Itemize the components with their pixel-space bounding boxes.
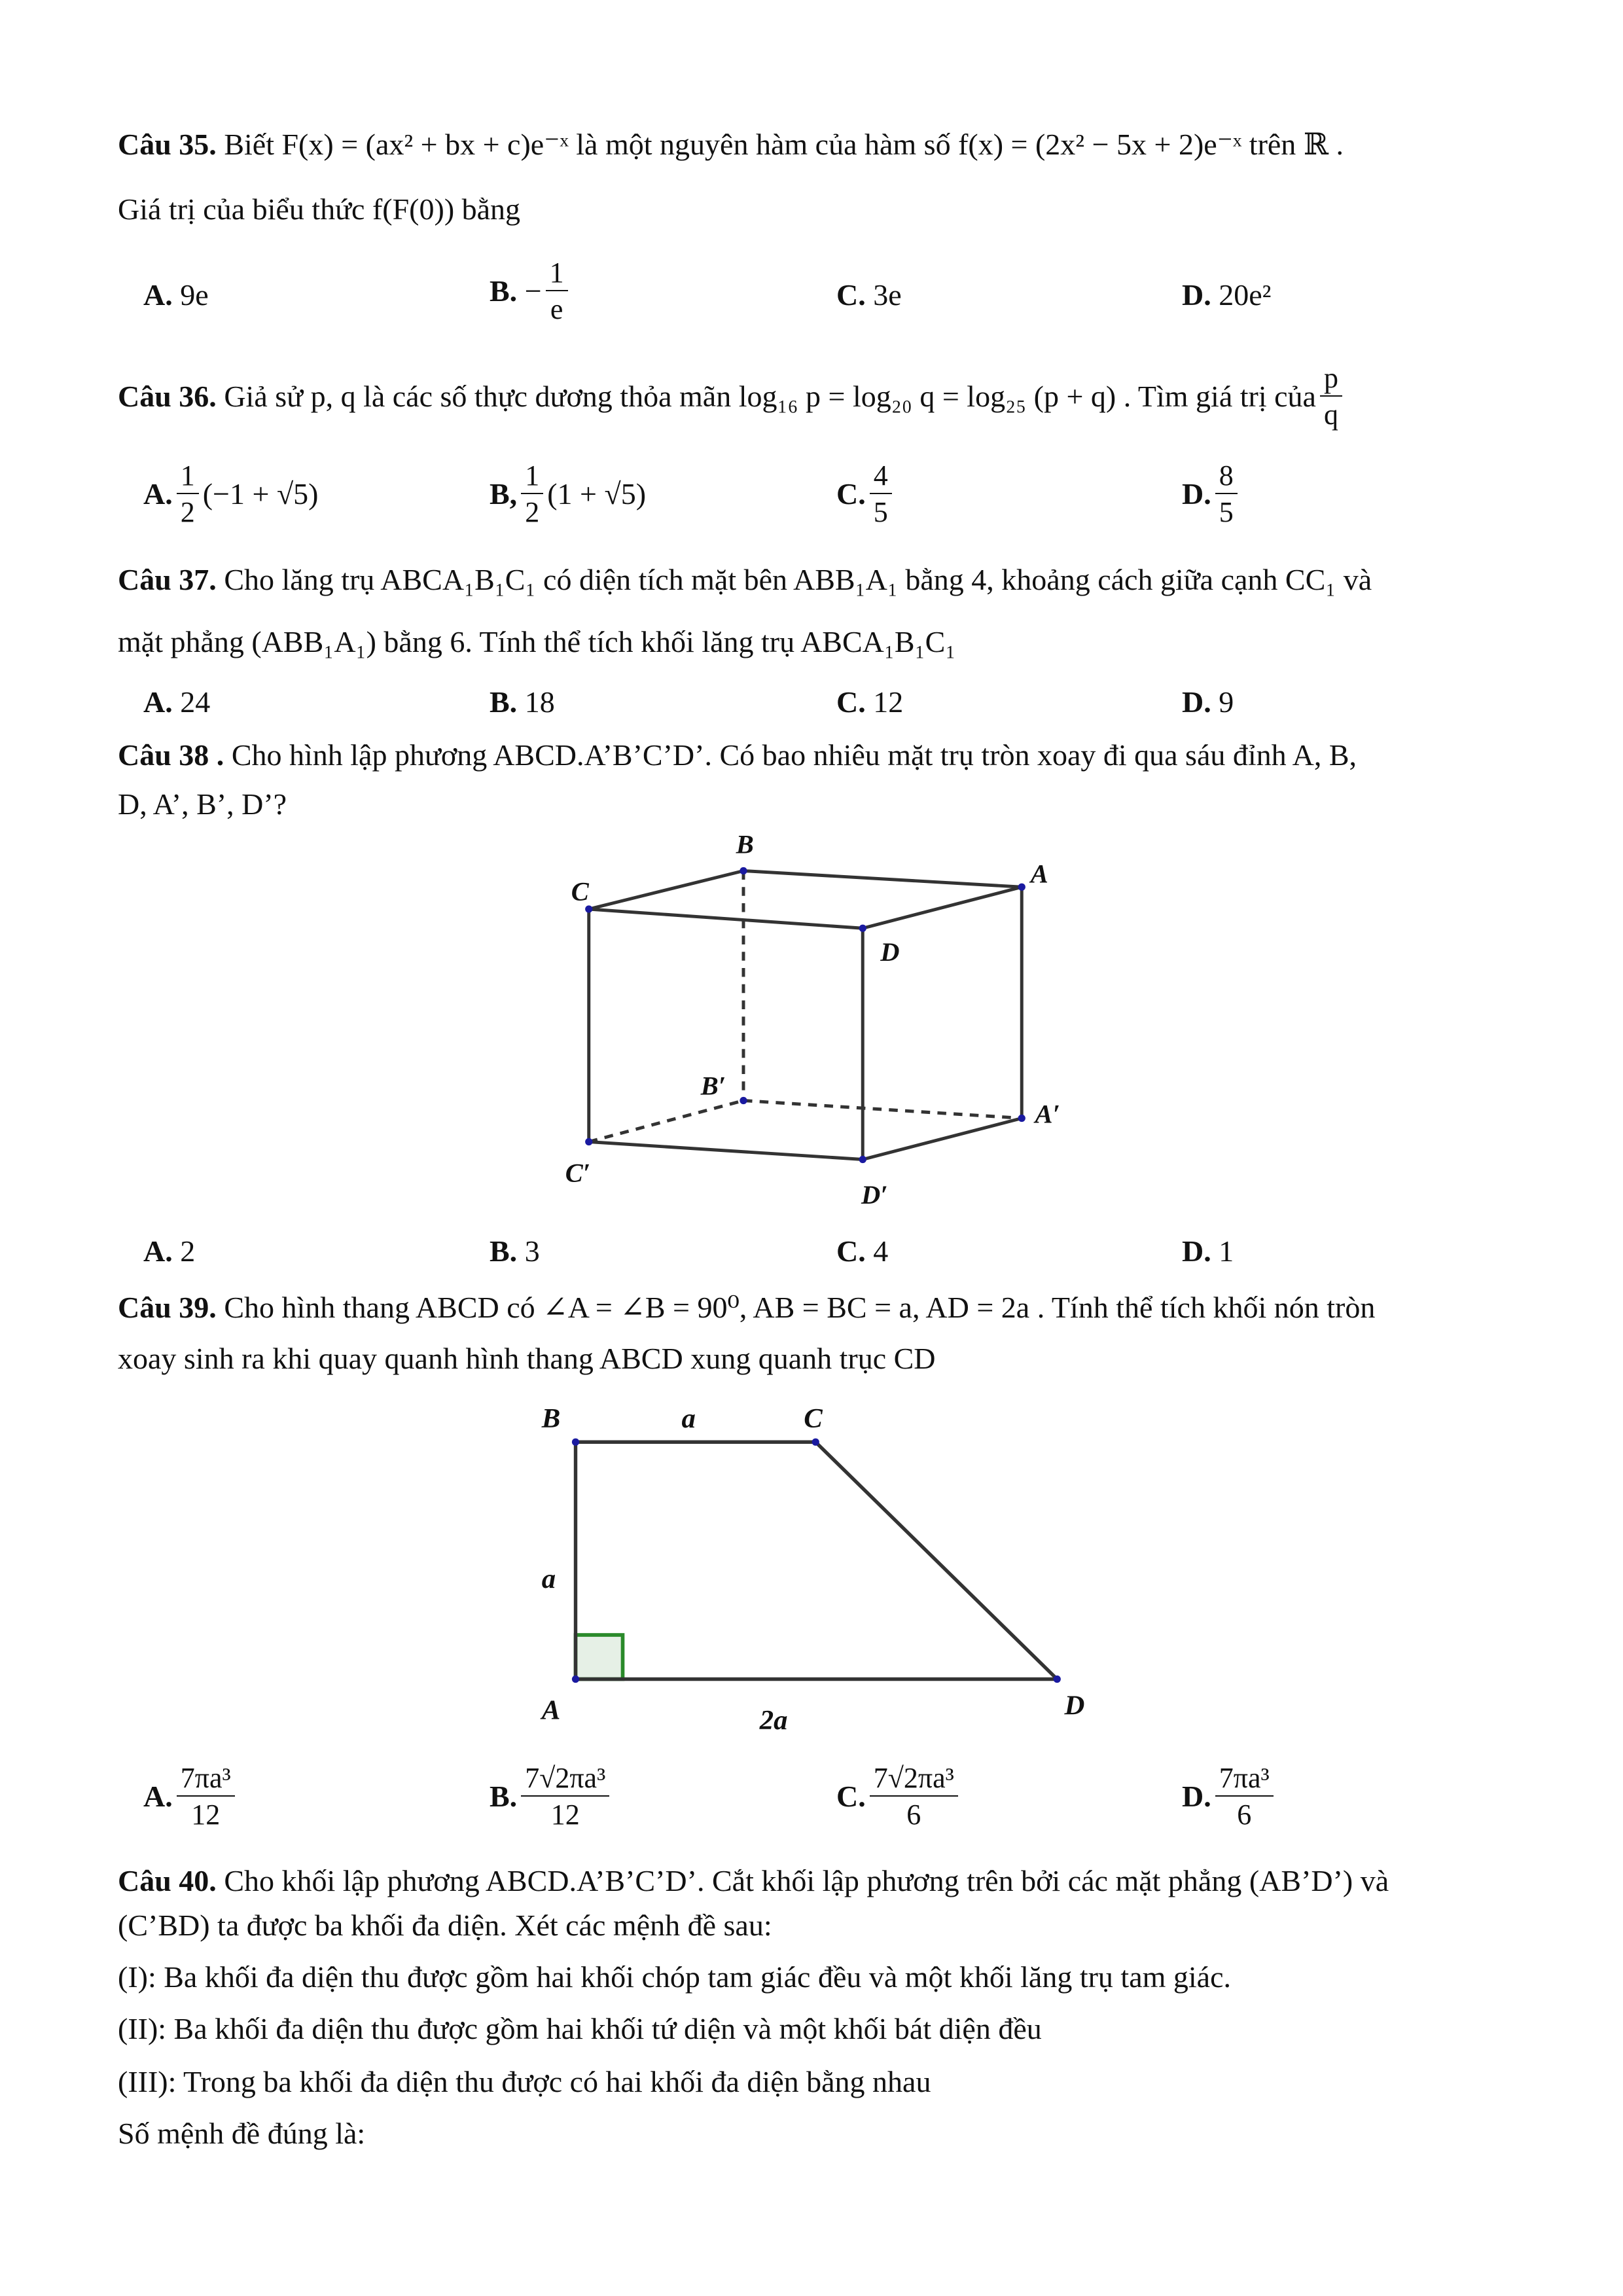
q36-line1: Câu 36. Giả sử p, q là các số thực dương thỏa mãn log₁₆ p = log₂₀ q = log₂₅ (p + q) . Tìm giá trị của $\frac{p}{q}$ xyxy=(118,364,1346,429)
q36-answer-d: D. $\frac{8}{5}$ xyxy=(1182,461,1241,527)
q35-answer-d: D. 20e² xyxy=(1182,278,1272,312)
q35-answer-c: C. 3e xyxy=(836,278,902,312)
q37-answer-a: A. 24 xyxy=(143,685,211,719)
q37-answer-c: C. 12 xyxy=(836,685,904,719)
q35-line2: Giá trị của biểu thức f(F(0)) bằng xyxy=(118,192,521,226)
q36-answer-a: A. $\frac{1}{2}$ (−1 + √5) xyxy=(143,459,319,528)
q38-line1: Câu 38 . Cho hình lập phương ABCD.A’B’C’D’. Có bao nhiêu mặt trụ tròn xoay đi qua sáu đỉnh A, B, xyxy=(118,738,1357,772)
q40-statement-2: (II): Ba khối đa diện thu được gồm hai khối tứ diện và một khối bát diện đều xyxy=(118,2012,1042,2045)
trap-label-ab: a xyxy=(541,1564,556,1594)
q39-answer-a: A. $\frac{\text{7πa³}}{12}$ xyxy=(143,1764,239,1829)
q36-answer-b: B, $\frac{1}{2}$ (1 + √5) xyxy=(490,459,647,528)
q39-answer-d: D. $\frac{\text{7πa³}}{6}$ xyxy=(1182,1764,1277,1829)
q35-label: Câu 35. xyxy=(118,128,217,161)
trap-label-bc: a xyxy=(681,1403,696,1434)
right-angle-mark xyxy=(576,1635,623,1679)
q40-statement-3: (III): Trong ba khối đa diện thu được có hai khối đa diện bằng nhau xyxy=(118,2065,931,2098)
q35-text: Biết F(x) = (ax² + bx + c)e⁻ˣ là một nguyên hàm của hàm số f(x) = (2x² − 5x + 2)e⁻ˣ trên ℝ . xyxy=(224,128,1344,161)
q38-answer-a: A. 2 xyxy=(143,1234,196,1268)
q40-line1: Câu 40. Cho khối lập phương ABCD.A’B’C’D’. Cắt khối lập phương trên bởi các mặt phẳng (AB’D’) và xyxy=(118,1864,1389,1897)
q36-label: Câu 36. xyxy=(118,380,217,413)
q40-label: Câu 40. xyxy=(118,1864,217,1897)
trap-label-b: B xyxy=(541,1403,561,1434)
q37-label: Câu 37. xyxy=(118,563,217,596)
q37-line1: Câu 37. Cho lăng trụ ABCA₁B₁C₁ có diện tích mặt bên ABB₁A₁ bằng 4, khoảng cách giữa cạnh CC₁ và xyxy=(118,563,1372,596)
q35-answer-a: A. 9e xyxy=(143,278,209,312)
q35-answer-b: B. − $\frac{1}{e}$ xyxy=(490,259,572,324)
q40-statement-1: (I): Ba khối đa diện thu được gồm hai khối chóp tam giác đều và một khối lăng trụ tam giác. xyxy=(118,1960,1232,1994)
q37-answer-b: B. 18 xyxy=(490,685,555,719)
cube-figure xyxy=(531,812,1120,1230)
cube-label-b-prime: B′ xyxy=(700,1071,726,1101)
cube-label-b: B xyxy=(736,829,754,859)
cube-label-a: A xyxy=(1030,859,1048,889)
q39-line2: xoay sinh ra khi quay quanh hình thang ABCD xung quanh trục CD xyxy=(118,1342,936,1375)
cube-label-d-prime: D′ xyxy=(861,1180,888,1210)
q37-line2: mặt phẳng (ABB₁A₁) bằng 6. Tính thể tích khối lăng trụ ABCA₁B₁C₁ xyxy=(118,625,956,658)
q39-label: Câu 39. xyxy=(118,1291,217,1324)
q38-answer-b: B. 3 xyxy=(490,1234,540,1268)
q40-line2: (C’BD) ta được ba khối đa diện. Xét các mệnh đề sau: xyxy=(118,1909,772,1942)
trap-label-c: C xyxy=(804,1403,823,1434)
q35-line1 xyxy=(118,130,1344,160)
q36-answer-c: C. $\frac{4}{5}$ xyxy=(836,461,896,527)
cube-label-d: D xyxy=(880,937,900,967)
trapezoid-figure xyxy=(531,1388,1120,1741)
q39-answer-c: C. $\frac{\text{7√2πa³}}{6}$ xyxy=(836,1764,962,1829)
q37-answer-d: D. 9 xyxy=(1182,685,1234,719)
q39-answer-b: B. $\frac{\text{7√2πa³}}{12}$ xyxy=(490,1764,613,1829)
q40-prompt: Số mệnh đề đúng là: xyxy=(118,2117,366,2150)
q38-label: Câu 38 . xyxy=(118,738,224,772)
trap-label-ad: 2a xyxy=(759,1705,788,1736)
cube-label-a-prime: A′ xyxy=(1035,1099,1060,1129)
q38-line2: D, A’, B’, D’? xyxy=(118,787,287,821)
trap-label-d: D xyxy=(1064,1690,1085,1721)
q38-answer-d: D. 1 xyxy=(1182,1234,1234,1268)
trap-label-a: A xyxy=(541,1695,561,1726)
cube-label-c: C xyxy=(571,876,589,906)
cube-label-c-prime: C′ xyxy=(565,1158,591,1188)
q39-line1: Câu 39. Cho hình thang ABCD có ∠A = ∠B = 90⁰, AB = BC = a, AD = 2a . Tính thể tích khối nón tròn xyxy=(118,1291,1376,1324)
q38-answer-c: C. 4 xyxy=(836,1234,889,1268)
